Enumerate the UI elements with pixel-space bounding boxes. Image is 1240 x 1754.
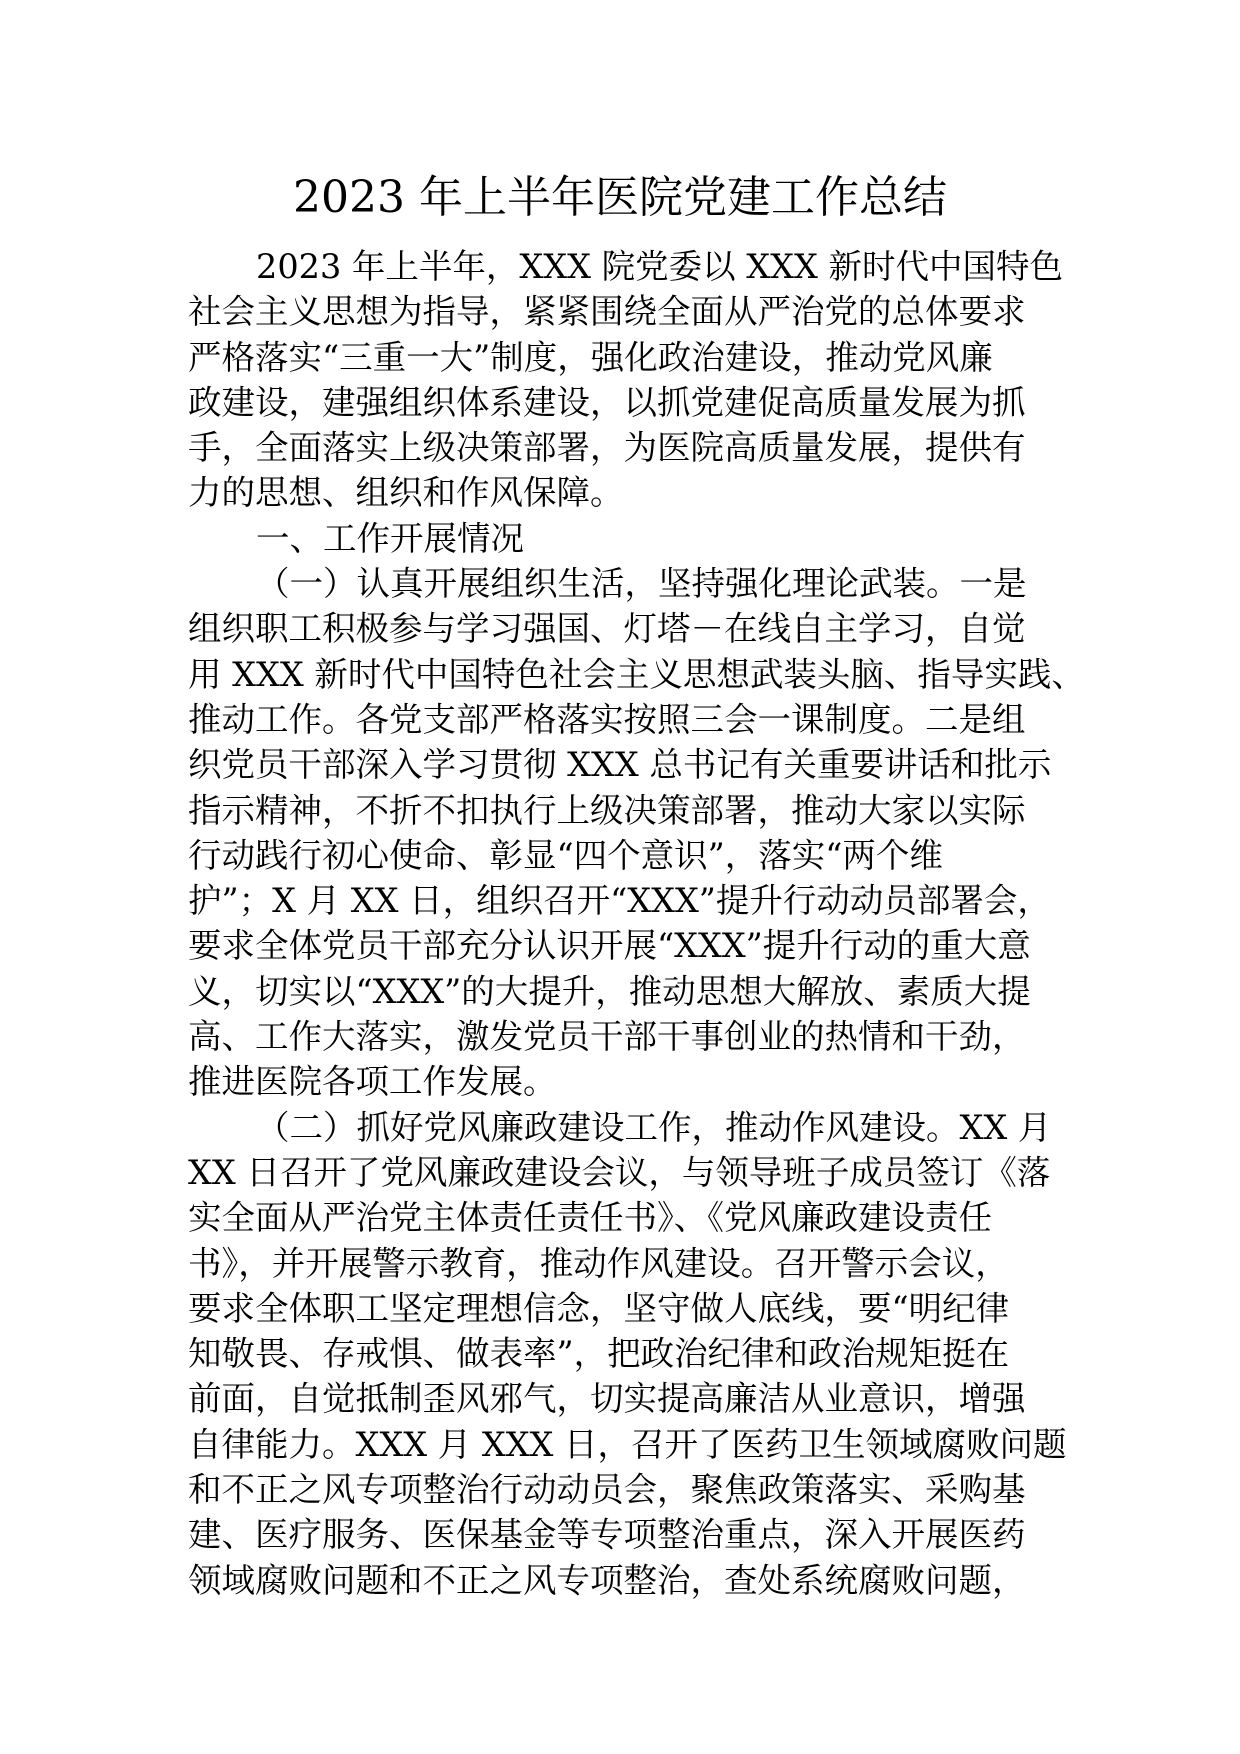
body-line: 严格落实“三重一大”制度，强化政治建设，推动党风廉 xyxy=(188,337,993,377)
body-line: 政建设，建强组织体系建设，以抓党建促高质量发展为抓 xyxy=(188,382,1026,422)
body-line: 领域腐败问题和不正之风专项整治，查处系统腐败问题， xyxy=(188,1560,1026,1600)
body-line: 实全面从严治党主体责任责任书》、《党风廉政建设责任 xyxy=(188,1198,992,1238)
body-line: 用 XXX 新时代中国特色社会主义思想武装头脑、指导实践、 xyxy=(188,654,1085,694)
body-line: 要求全体党员干部充分认识开展“XXX”提升行动的重大意 xyxy=(188,926,1031,966)
body-line: 书》，并开展警示教育，推动作风建设。召开警示会议， xyxy=(188,1243,1009,1283)
body-line: 手，全面落实上级决策部署，为医院高质量发展，提供有 xyxy=(188,428,1026,468)
body-line: 要求全体职工坚定理想信念，坚守做人底线，要“明纪律 xyxy=(188,1288,1010,1328)
body-line: 前面，自觉抵制歪风邪气，切实提高廉洁从业意识，增强 xyxy=(188,1379,1026,1419)
body-line: 护”；X 月 XX 日，组织召开“XXX”提升行动动员部署会， xyxy=(188,881,1051,921)
body-line: 组织职工积极参与学习强国、灯塔－在线自主学习，自觉 xyxy=(188,609,1026,649)
body-line: （二）抓好党风廉政建设工作，推动作风建设。XX 月 xyxy=(256,1107,1052,1147)
body-line: 织党员干部深入学习贯彻 XXX 总书记有关重要讲话和批示 xyxy=(188,745,1052,785)
body-line: 建、医疗服务、医保基金等专项整治重点，深入开展医药 xyxy=(188,1515,1026,1555)
body-line: 社会主义思想为指导，紧紧围绕全面从严治党的总体要求 xyxy=(188,292,1026,332)
document-title: 2023 年上半年医院党建工作总结 xyxy=(293,172,947,223)
body-line: 知敬畏、存戒惧、做表率”，把政治纪律和政治规矩挺在 xyxy=(188,1334,1010,1374)
body-line: XX 日召开了党风廉政建设会议，与领导班子成员签订《落 xyxy=(188,1152,1051,1192)
body-line: 指示精神，不折不扣执行上级决策部署，推动大家以实际 xyxy=(188,790,1026,830)
body-line: 行动践行初心使命、彰显“四个意识”，落实“两个维 xyxy=(188,835,943,875)
section-heading: 一、工作开展情况 xyxy=(256,518,524,558)
body-line: 2023 年上半年，XXX 院党委以 XXX 新时代中国特色 xyxy=(256,247,1063,286)
body-line: 自律能力。XXX 月 XXX 日，召开了医药卫生领域腐败问题 xyxy=(188,1424,1067,1464)
document-body xyxy=(188,244,1085,1603)
body-line: 义，切实以“XXX”的大提升，推动思想大解放、素质大提 xyxy=(188,971,1031,1011)
body-line: 和不正之风专项整治行动动员会，聚焦政策落实、采购基 xyxy=(188,1470,1026,1510)
body-line: 推动工作。各党支部严格落实按照三会一课制度。二是组 xyxy=(188,699,1026,739)
body-line: 力的思想、组织和作风保障。 xyxy=(188,473,624,513)
body-line: 推进医院各项工作发展。 xyxy=(188,1062,557,1102)
body-line: 高、工作大落实，激发党员干部干事创业的热情和干劲， xyxy=(188,1017,1026,1057)
body-line: （一）认真开展组织生活，坚持强化理论武装。一是 xyxy=(256,564,1027,604)
